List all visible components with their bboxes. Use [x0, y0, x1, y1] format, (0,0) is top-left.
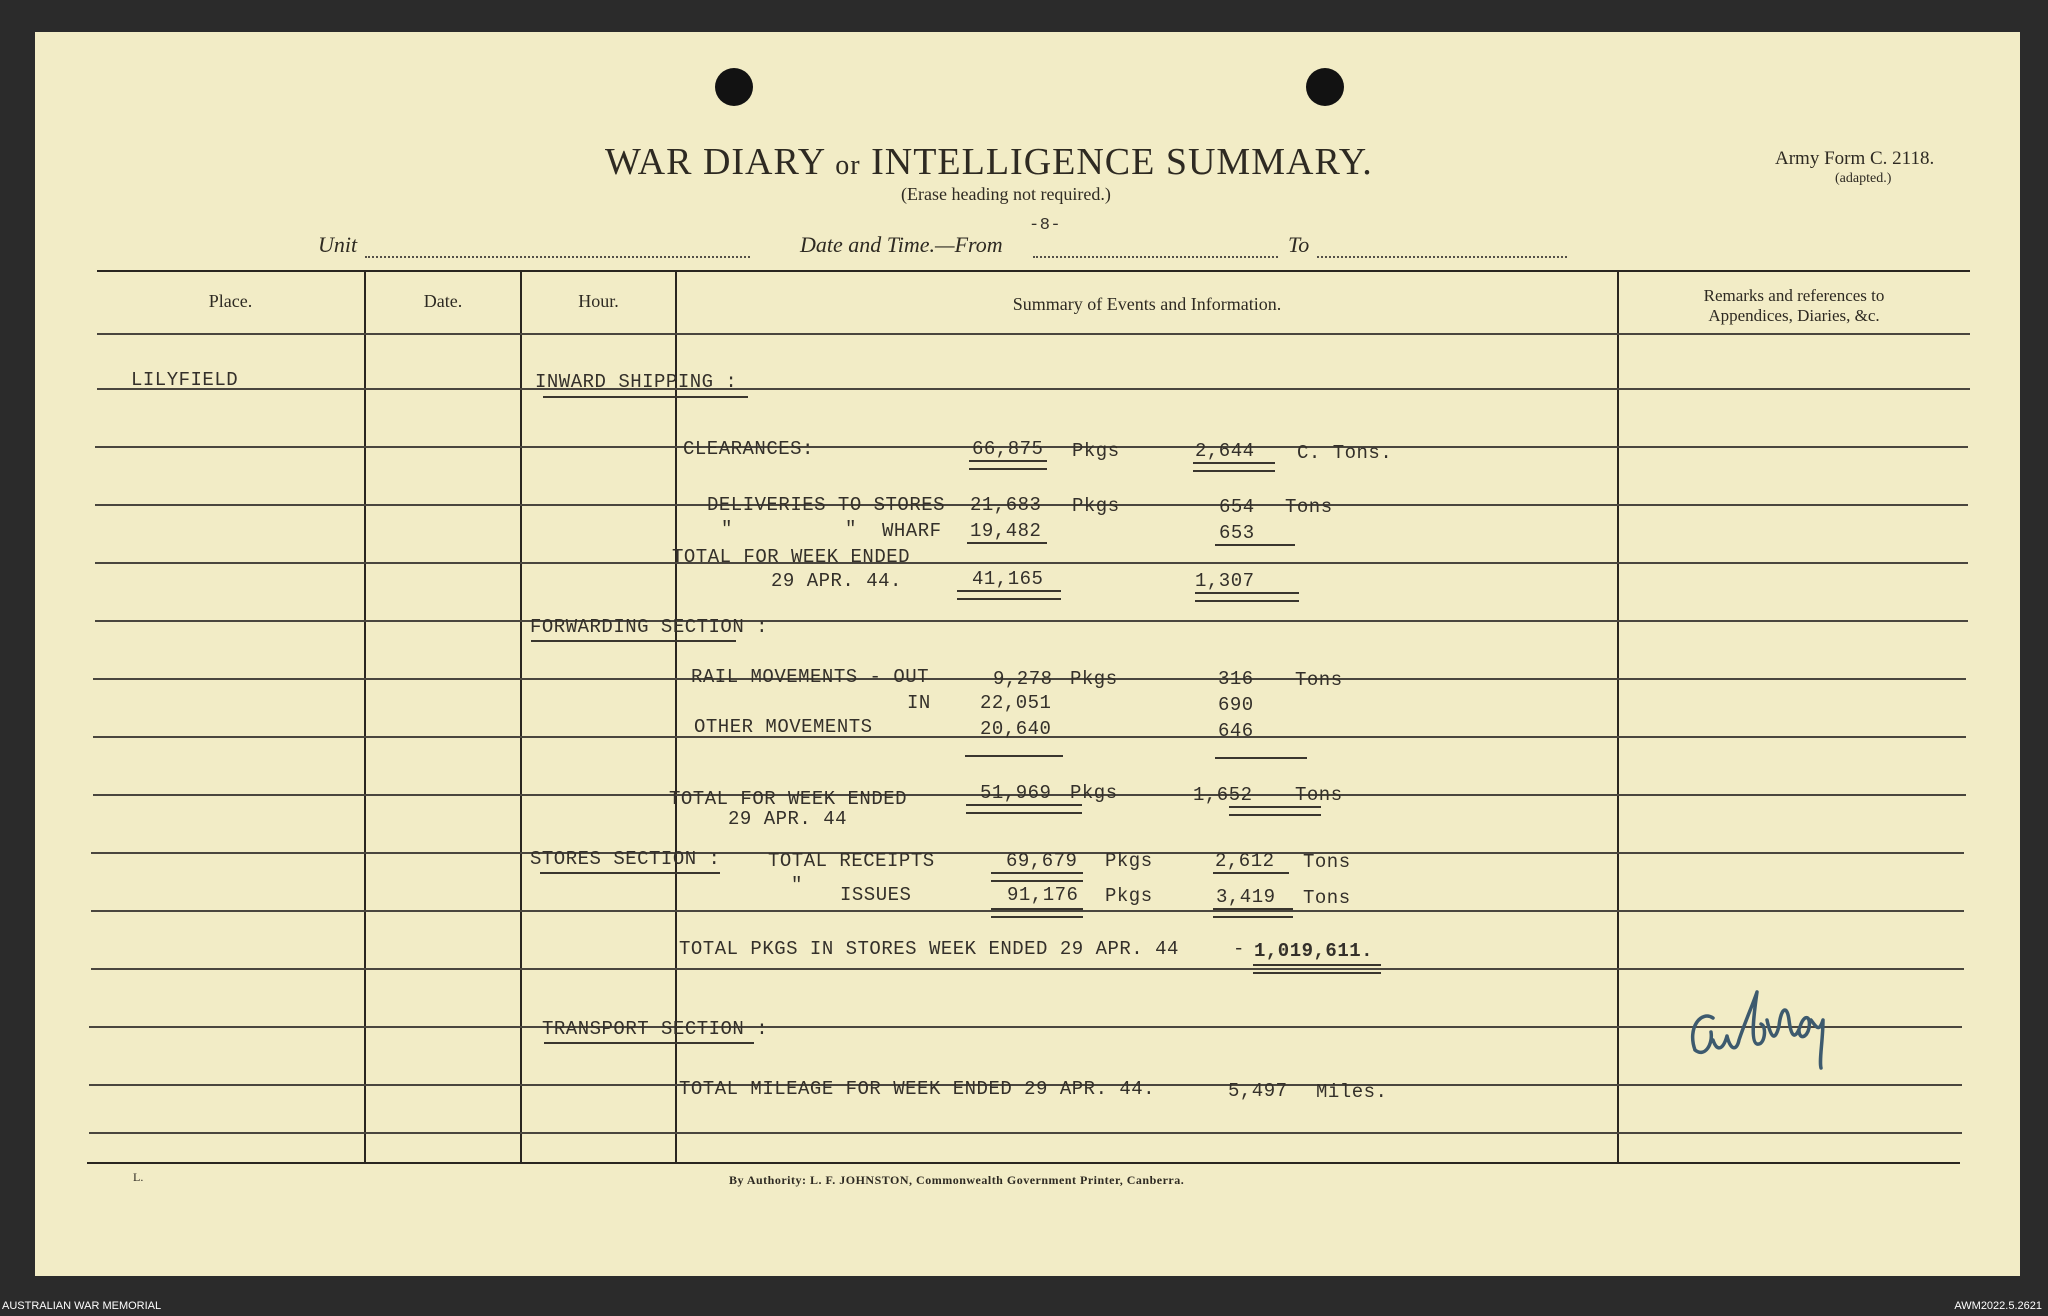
deliveries-pkgs-unit: Pkgs: [1072, 495, 1120, 517]
issues-label: ISSUES: [840, 884, 912, 906]
form-sheet: [35, 32, 2020, 1276]
unit-dotted-line: [365, 256, 750, 258]
forwarding-total-pkgs-unit: Pkgs: [1070, 782, 1118, 804]
figure-underline: [1253, 964, 1381, 966]
clearances-pkgs: 66,875: [972, 438, 1044, 460]
forwarding-total-tons: 1,652: [1193, 784, 1253, 806]
stores-total-label: TOTAL PKGS IN STORES WEEK ENDED 29 APR. 44: [679, 938, 1179, 960]
archive-credit: AUSTRALIAN WAR MEMORIAL: [2, 1300, 162, 1312]
issues-tons-unit: Tons: [1303, 887, 1351, 909]
stores-section-heading: STORES SECTION :: [530, 848, 721, 870]
clearances-pkgs-unit: Pkgs: [1072, 440, 1120, 462]
total-receipts-tons-unit: Tons: [1303, 851, 1351, 873]
forwarding-total-date: 29 APR. 44: [728, 808, 848, 830]
deliveries-pkgs: 21,683: [970, 494, 1042, 516]
heading-underline: [543, 396, 748, 398]
total-receipts-pkgs-unit: Pkgs: [1105, 850, 1153, 872]
ruled-line: [89, 1026, 1962, 1028]
figure-underline: [957, 598, 1061, 600]
deliveries-label: DELIVERIES TO STORES: [707, 494, 946, 516]
transport-section-heading: TRANSPORT SECTION :: [542, 1018, 769, 1040]
forwarding-total-tons-unit: Tons: [1295, 784, 1343, 806]
inward-shipping-heading: INWARD SHIPPING :: [535, 371, 738, 393]
rail-out-label: RAIL MOVEMENTS - OUT: [691, 666, 930, 688]
title-war-diary: WAR DIARY: [605, 141, 825, 183]
rail-out-tons: 316: [1218, 668, 1254, 690]
ruled-line: [89, 1132, 1962, 1134]
figure-underline: [1193, 462, 1275, 464]
title-intelligence-summary: INTELLIGENCE SUMMARY.: [871, 141, 1373, 183]
figure-underline: [1229, 814, 1321, 816]
archive-credit-bar: [0, 1276, 2048, 1316]
inward-total-label: TOTAL FOR WEEK ENDED: [672, 546, 911, 568]
form-subtitle: (Erase heading not required.): [901, 184, 1111, 204]
ruled-line: [95, 620, 1968, 622]
figure-underline: [991, 908, 1083, 910]
from-dotted-line: [1033, 256, 1278, 258]
issues-tons: 3,419: [1216, 886, 1276, 908]
figure-underline: [1195, 600, 1299, 602]
figure-underline: [1215, 757, 1307, 759]
figure-underline: [1213, 916, 1293, 918]
to-dotted-line: [1317, 256, 1567, 258]
punch-hole-left: [715, 68, 753, 106]
rail-out-tons-unit: Tons: [1295, 669, 1343, 691]
stores-total-value: 1,019,611.: [1254, 940, 1374, 962]
inward-total-tons: 1,307: [1195, 570, 1255, 592]
total-receipts-tons: 2,612: [1215, 850, 1275, 872]
figure-underline: [966, 804, 1082, 806]
column-header-date: Date.: [423, 291, 463, 311]
rail-in-tons: 690: [1218, 694, 1254, 716]
column-header-remarks: Remarks and references to: [1703, 286, 1885, 305]
heading-underline: [540, 872, 720, 874]
figure-underline: [991, 880, 1083, 882]
army-form-number: Army Form C. 2118.: [1775, 148, 1935, 169]
figure-underline: [1215, 544, 1295, 546]
ruled-line: [91, 910, 1964, 912]
deliveries-tons: 654: [1219, 496, 1255, 518]
inward-total-date: 29 APR. 44.: [771, 570, 902, 592]
total-receipts-pkgs: 69,679: [1006, 850, 1078, 872]
ruled-line: [91, 968, 1964, 970]
figure-underline: [991, 872, 1083, 874]
title-or: or: [835, 150, 861, 181]
punch-hole-right: [1306, 68, 1344, 106]
ditto-mark: ": [845, 518, 857, 540]
figure-underline: [957, 590, 1061, 592]
ditto-mark: ": [721, 518, 733, 540]
issues-pkgs-unit: Pkgs: [1105, 885, 1153, 907]
rail-out-pkgs: 9,278: [993, 668, 1053, 690]
unit-label: Unit: [318, 232, 358, 257]
ruled-line: [97, 333, 1970, 335]
rail-in-pkgs: 22,051: [980, 692, 1052, 714]
column-header-summary: Summary of Events and Information.: [1012, 294, 1282, 314]
column-header-hour: Hour.: [578, 291, 619, 311]
printer-authority: By Authority: L. F. JOHNSTON, Commonwealth Government Printer, Canberra.: [729, 1173, 1185, 1187]
ruled-line: [97, 388, 1970, 390]
figure-underline: [991, 916, 1083, 918]
forwarding-total-label: TOTAL FOR WEEK ENDED: [669, 788, 908, 810]
figure-underline: [1229, 806, 1321, 808]
clearances-tons: 2,644: [1195, 440, 1255, 462]
form-code: L.: [133, 1170, 144, 1184]
mileage-unit: Miles.: [1316, 1081, 1388, 1103]
forwarding-total-pkgs: 51,969: [980, 782, 1052, 804]
figure-underline: [965, 755, 1063, 757]
figure-underline: [966, 812, 1082, 814]
mileage-value: 5,497: [1228, 1080, 1288, 1102]
form-title: [605, 140, 1373, 184]
ditto-mark: ": [791, 874, 803, 896]
column-divider-summary: [1617, 272, 1619, 1162]
heading-underline: [531, 640, 736, 642]
army-form-adapted: (adapted.): [1835, 171, 1892, 186]
other-movements-pkgs: 20,640: [980, 718, 1052, 740]
clearances-label: CLEARANCES:: [683, 438, 814, 460]
archive-reference: AWM2022.5.2621: [1954, 1300, 2042, 1312]
column-header-place: Place.: [208, 291, 253, 311]
total-receipts-label: TOTAL RECEIPTS: [768, 850, 935, 872]
officer-signature: [1687, 980, 1857, 1080]
table-bottom-border: [87, 1162, 1960, 1164]
inward-total-pkgs: 41,165: [972, 568, 1044, 590]
place-entry: LILYFIELD: [131, 369, 239, 391]
to-label: To: [1288, 232, 1310, 257]
figure-underline: [1193, 470, 1275, 472]
column-divider-place: [364, 272, 366, 1162]
wharf-label: WHARF: [882, 520, 942, 542]
from-value: -8-: [1029, 216, 1062, 235]
column-divider-date: [520, 272, 522, 1162]
rail-in-label: IN: [907, 692, 931, 714]
wharf-tons: 653: [1219, 522, 1255, 544]
ruled-line: [95, 562, 1968, 564]
stores-total-dash: -: [1233, 938, 1245, 960]
figure-underline: [969, 468, 1047, 470]
clearances-tons-unit: C. Tons.: [1297, 442, 1393, 464]
date-time-label: Date and Time.—From: [800, 232, 1003, 257]
column-header-remarks-line2: Appendices, Diaries, &c.: [1708, 306, 1880, 325]
figure-underline: [967, 542, 1047, 544]
heading-underline: [544, 1042, 754, 1044]
figure-underline: [1213, 872, 1289, 874]
wharf-pkgs: 19,482: [970, 520, 1042, 542]
other-movements-label: OTHER MOVEMENTS: [694, 716, 873, 738]
deliveries-tons-unit: Tons: [1285, 496, 1333, 518]
figure-underline: [969, 460, 1047, 462]
figure-underline: [1213, 908, 1293, 910]
mileage-label: TOTAL MILEAGE FOR WEEK ENDED 29 APR. 44.: [679, 1078, 1156, 1100]
rail-out-pkgs-unit: Pkgs: [1070, 668, 1118, 690]
forwarding-section-heading: FORWARDING SECTION :: [530, 616, 769, 638]
figure-underline: [1195, 592, 1299, 594]
figure-underline: [1253, 972, 1381, 974]
table-top-border: [97, 270, 1970, 272]
other-movements-tons: 646: [1218, 720, 1254, 742]
issues-pkgs: 91,176: [1007, 884, 1079, 906]
